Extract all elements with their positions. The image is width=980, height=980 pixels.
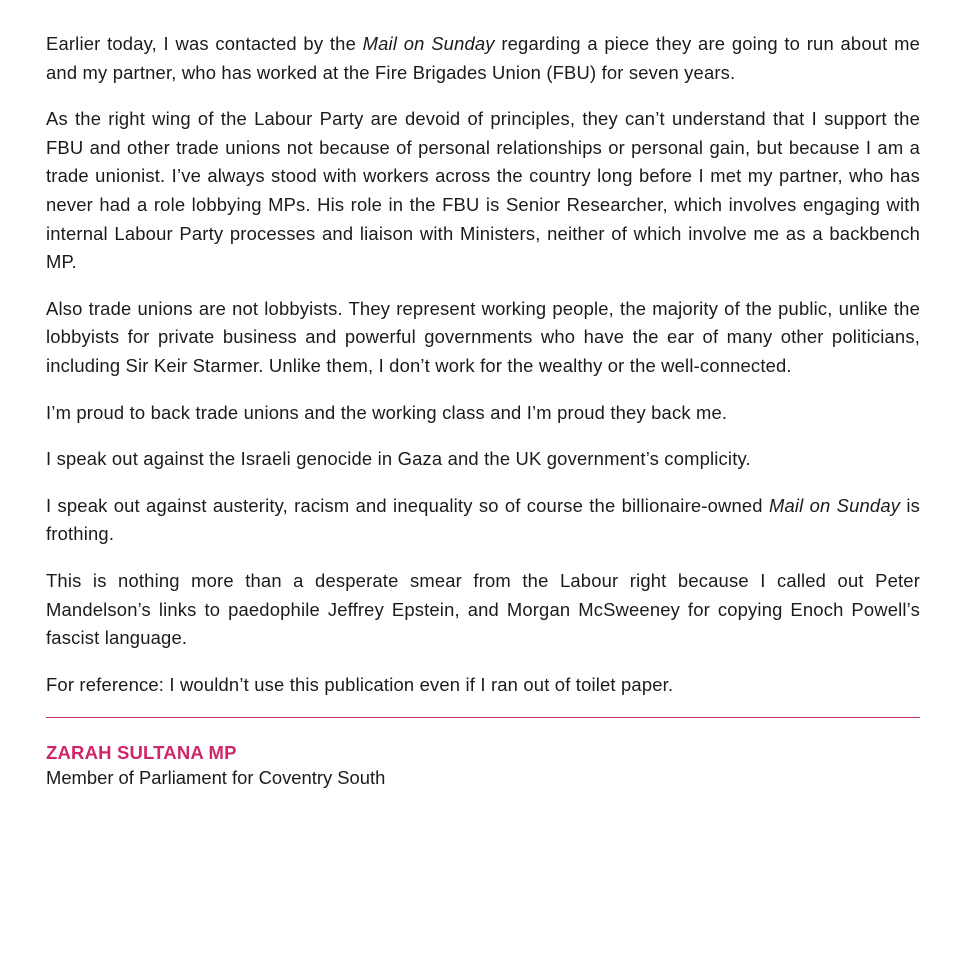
text-run: I speak out against austerity, racism and inequality so of course the billionaire-owned: [46, 494, 769, 516]
text-run: Earlier today, I was contacted by the: [46, 33, 363, 54]
text-run: Also trade unions are not lobbyists. They represent working people, the majority of the public, unlike the lobbyists for private business and powerful governments who have the ear of many other politicians, including Sir Keir Starmer. Unlike them, I don’t work for the wealthy or the well-connected.: [46, 297, 920, 376]
text-run: I’m proud to back trade unions and the working class and I’m proud they back me.: [46, 401, 728, 423]
statement-paragraph: [46, 105, 920, 277]
signature-name: ZARAH SULTANA MP: [46, 742, 237, 764]
statement-paragraph: [46, 399, 920, 428]
signature-divider: [46, 717, 920, 718]
signature-block: [46, 740, 920, 791]
statement-paragraph: [46, 30, 920, 87]
statement-paragraph: [46, 671, 920, 700]
signature-role: Member of Parliament for Coventry South: [46, 767, 386, 789]
statement-body: [46, 30, 920, 699]
statement-paragraph: [46, 295, 920, 381]
statement-paragraph: [46, 492, 920, 549]
text-run: I speak out against the Israeli genocide in Gaza and the UK government’s complicity.: [46, 448, 751, 470]
text-run: is frothing.: [46, 494, 920, 545]
statement-paragraph: [46, 567, 920, 653]
publication-title: Mail on Sunday: [768, 494, 901, 516]
statement-paragraph: [46, 445, 920, 474]
text-run: regarding a piece they are going to run about me and my partner, who has worked at the Fire Brigades Union (FBU) for seven years.: [46, 33, 921, 83]
text-run: For reference: I wouldn’t use this publication even if I ran out of toilet paper.: [46, 673, 674, 695]
text-run: This is nothing more than a desperate smear from the Labour right because I called out Peter Mandelson’s links to paedophile Jeffrey Epstein, and Morgan McSweeney for copying Enoch Powell’s fascist language.: [46, 569, 920, 649]
publication-title: Mail on Sunday: [362, 33, 495, 54]
text-run: As the right wing of the Labour Party are devoid of principles, they can’t understand that I support the FBU and other trade unions not because of personal relationships or personal gain, but because I am a trade unionist. I’ve always stood with workers across the country long before I met my partner, who has never had a role lobbying MPs. His role in the FBU is Senior Researcher, which involves engaging with internal Labour Party processes and liaison with Ministers, neither of which involve me as a backbench MP.: [46, 108, 920, 273]
